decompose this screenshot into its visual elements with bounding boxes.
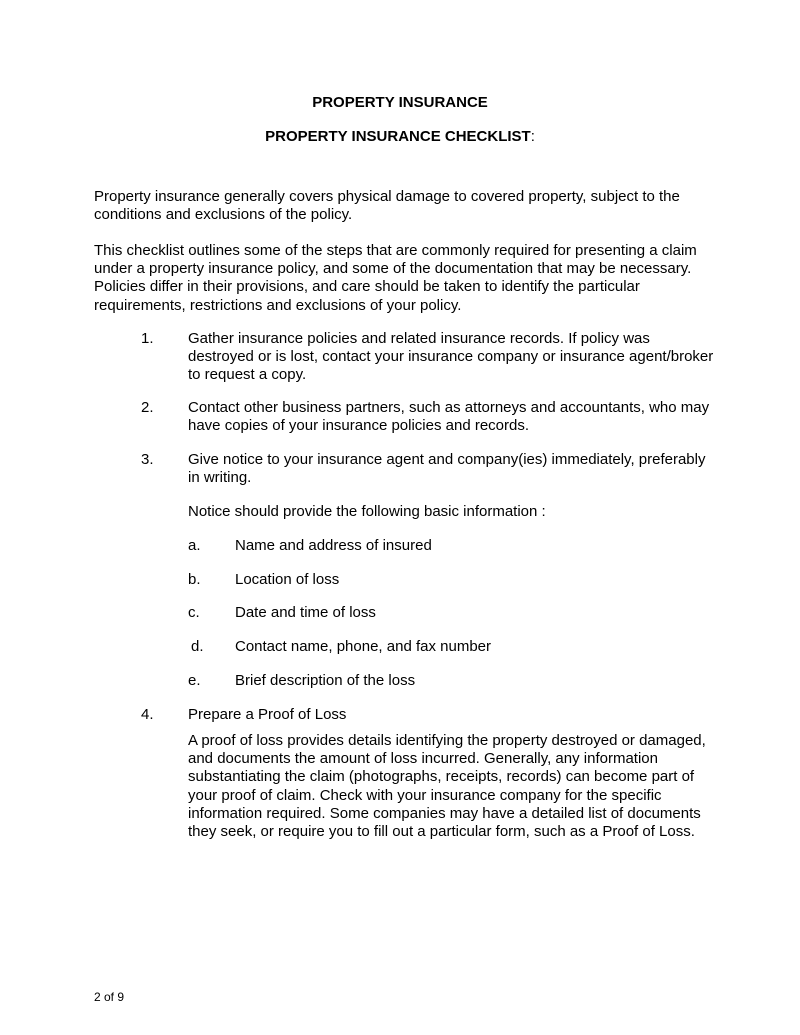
- checklist-item-number: 1.: [141, 330, 154, 347]
- sub-item-text: Brief description of the loss: [235, 672, 416, 689]
- sub-item-text: Date and time of loss: [235, 604, 376, 621]
- checklist-item-text: Gather insurance policies and related insurance records. If policy was destroyed or is lost, contact your insurance company or insurance agent/broker to request a copy.: [188, 330, 714, 384]
- document-title: [0, 94, 800, 112]
- sub-item-letter: c.: [188, 604, 200, 621]
- checklist-heading-text: PROPERTY INSURANCE CHECKLIST: [265, 128, 531, 145]
- intro-paragraph-1: Property insurance generally covers physical damage to covered property, subject to the conditions and exclusions of the policy.: [94, 188, 680, 224]
- checklist-heading-colon: :: [530, 128, 535, 145]
- checklist-item-text: Prepare a Proof of Loss: [188, 706, 347, 723]
- sub-item-text: Contact name, phone, and fax number: [235, 638, 491, 655]
- checklist-item-number: 4.: [141, 706, 154, 723]
- checklist-heading: [0, 128, 800, 146]
- sub-item-letter: b.: [188, 571, 201, 588]
- document-title-text: PROPERTY INSURANCE: [312, 94, 488, 111]
- sub-item-text: Name and address of insured: [235, 537, 432, 554]
- notice-intro: Notice should provide the following basic information :: [188, 503, 546, 520]
- intro-paragraph-2: This checklist outlines some of the steps that are commonly required for presenting a claim under a property insurance policy, and some of the documentation that may be necessary. Policies differ in their provisions, and care should be taken to identify the particular requirements, restrictions and exclusions of your policy.: [94, 242, 697, 314]
- sub-item-letter: e.: [188, 672, 201, 689]
- sub-item-letter: a.: [188, 537, 201, 554]
- page-number: 2 of 9: [94, 990, 125, 1004]
- checklist-item-number: 2.: [141, 399, 154, 416]
- checklist-item-text: Give notice to your insurance agent and company(ies) immediately, preferably in writing.: [188, 451, 706, 487]
- checklist-item-number: 3.: [141, 451, 154, 468]
- sub-item-letter: d.: [191, 638, 204, 655]
- proof-of-loss-detail: A proof of loss provides details identifying the property destroyed or damaged, and documents the amount of loss incurred. Generally, any information substantiating the claim (photographs, receipts, records) can become part of your proof of claim. Check with your insurance company for the specific information required. Some companies may have a detailed list of documents they seek, or require you to fill out a particular form, such as a Proof of Loss.: [188, 732, 706, 841]
- sub-item-text: Location of loss: [235, 571, 340, 588]
- checklist-item-text: Contact other business partners, such as attorneys and accountants, who may have copies of your insurance policies and records.: [188, 399, 710, 435]
